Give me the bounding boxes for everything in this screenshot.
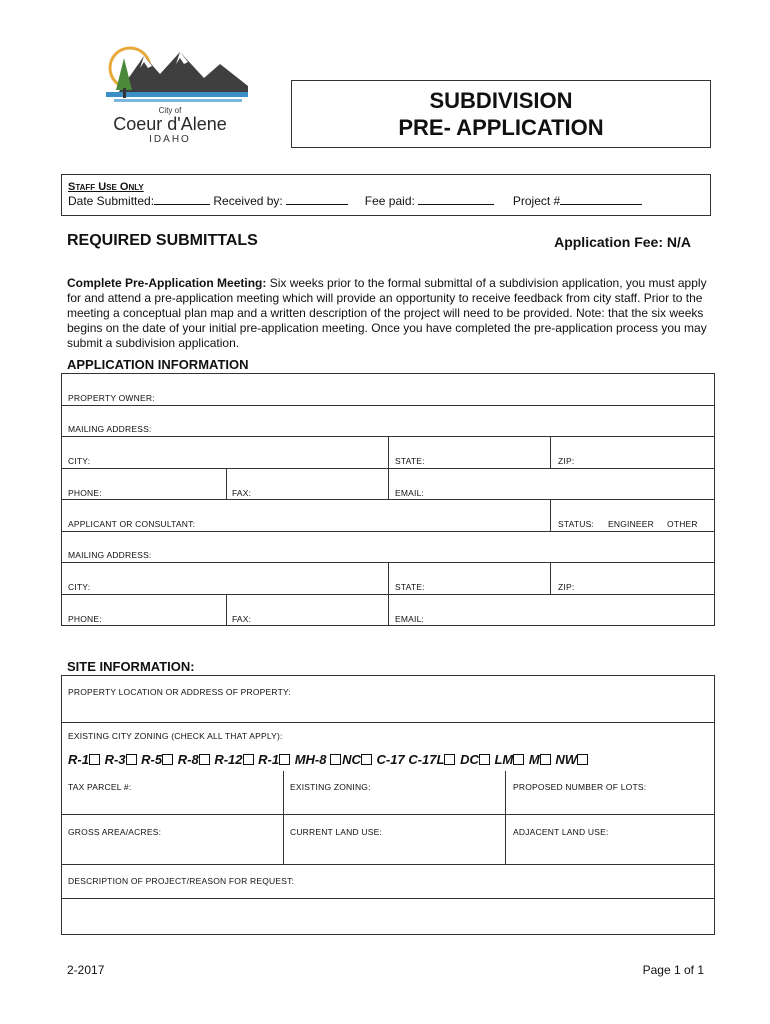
proposed-lots-label[interactable]: PROPOSED NUMBER OF LOTS: bbox=[513, 782, 647, 792]
zone-r5: R-5 bbox=[141, 752, 163, 767]
description-label: DESCRIPTION OF PROJECT/REASON FOR REQUEST: bbox=[68, 876, 295, 886]
status-label: STATUS: bbox=[558, 519, 595, 529]
date-submitted-field[interactable] bbox=[154, 195, 210, 205]
zone-nc: NC bbox=[342, 752, 361, 767]
staff-use-row bbox=[68, 194, 704, 208]
fee-paid-field[interactable] bbox=[418, 195, 494, 205]
intro-paragraph bbox=[67, 276, 707, 351]
description-label-row bbox=[62, 865, 714, 899]
mailing-address-2-row[interactable] bbox=[62, 532, 714, 563]
property-owner-label: PROPERTY OWNER: bbox=[68, 393, 155, 403]
zoning-label: EXISTING CITY ZONING (CHECK ALL THAT APPLY): bbox=[68, 731, 283, 741]
received-by-label: Received by: bbox=[213, 194, 283, 208]
zip-label[interactable]: ZIP: bbox=[558, 456, 575, 466]
zone-r12-checkbox[interactable] bbox=[243, 754, 254, 765]
applicant-row bbox=[62, 500, 714, 532]
application-fee: Application Fee: N/A bbox=[554, 234, 691, 250]
tax-parcel-label[interactable]: TAX PARCEL #: bbox=[68, 782, 132, 792]
phone-fax-email-row bbox=[62, 469, 714, 500]
zone-mh8-checkbox[interactable] bbox=[330, 754, 341, 765]
date-submitted-label: Date Submitted: bbox=[68, 194, 155, 208]
logo-city-text: City of bbox=[158, 106, 182, 115]
staff-use-heading: Staff Use Only bbox=[68, 181, 144, 193]
zone-r3: R-3 bbox=[104, 752, 126, 767]
city-label[interactable]: CITY: bbox=[68, 456, 91, 466]
logo-name-text: Coeur d'Alene bbox=[113, 114, 227, 134]
project-label: Project # bbox=[512, 194, 561, 208]
property-location-row[interactable] bbox=[62, 676, 714, 723]
received-by-field[interactable] bbox=[286, 195, 348, 205]
city-logo bbox=[96, 44, 256, 144]
intro-bold: Complete Pre-Application Meeting: bbox=[67, 276, 267, 290]
zone-r1-b: R-1 bbox=[258, 752, 280, 767]
phone-fax-email-2-row bbox=[62, 595, 714, 626]
site-info-table bbox=[61, 675, 715, 935]
gross-area-label[interactable]: GROSS AREA/ACRES: bbox=[68, 827, 162, 837]
staff-use-box bbox=[61, 174, 711, 216]
zone-lm-checkbox[interactable] bbox=[513, 754, 524, 765]
zone-m-checkbox[interactable] bbox=[540, 754, 551, 765]
application-info-title: APPLICATION INFORMATION bbox=[67, 357, 249, 372]
fee-paid-label: Fee paid: bbox=[364, 194, 415, 208]
mailing-address-label: MAILING ADDRESS: bbox=[68, 424, 152, 434]
title-line-2: PRE- APPLICATION bbox=[398, 115, 604, 140]
zone-dc: DC bbox=[460, 752, 479, 767]
mountain-logo-icon bbox=[96, 44, 256, 106]
zip-2-label[interactable]: ZIP: bbox=[558, 582, 575, 592]
fax-2-label[interactable]: FAX: bbox=[232, 614, 252, 624]
footer-page-number: Page 1 of 1 bbox=[642, 963, 704, 977]
city-state-zip-row bbox=[62, 437, 714, 469]
property-location-label: PROPERTY LOCATION OR ADDRESS OF PROPERTY: bbox=[68, 687, 291, 697]
project-field[interactable] bbox=[560, 195, 642, 205]
title-box bbox=[291, 80, 711, 148]
zone-r1-checkbox[interactable] bbox=[89, 754, 100, 765]
zoning-checkboxes bbox=[68, 752, 589, 767]
zone-nw-checkbox[interactable] bbox=[577, 754, 588, 765]
zone-r1-b-checkbox[interactable] bbox=[279, 754, 290, 765]
zone-c17: C-17 bbox=[376, 752, 405, 767]
zone-r8: R-8 bbox=[177, 752, 199, 767]
phone-label[interactable]: PHONE: bbox=[68, 488, 102, 498]
required-submittals-title: REQUIRED SUBMITTALS bbox=[67, 232, 258, 249]
title-line-1: SUBDIVISION bbox=[429, 88, 573, 113]
tax-parcel-row bbox=[62, 771, 714, 815]
footer-revision: 2-2017 bbox=[67, 963, 105, 977]
mailing-address-2-label: MAILING ADDRESS: bbox=[68, 550, 152, 560]
zone-lm: LM bbox=[494, 752, 514, 767]
zone-c17l-checkbox[interactable] bbox=[444, 754, 455, 765]
site-info-title: SITE INFORMATION: bbox=[67, 659, 195, 674]
zone-m: M bbox=[528, 752, 540, 767]
application-info-table bbox=[61, 373, 715, 626]
mailing-address-row[interactable] bbox=[62, 406, 714, 437]
intro-text: Six weeks prior to the formal submittal of a subdivision application, you must apply for and attend a pre-application meeting which will provide an opportunity to receive feedback from city staff. Prior to the meeting a conceptual plan map and a written description of the project will need to be provided. Note: that the six weeks begins on the date of your initial pre-application meeting. Once you have completed the pre-application process you may submit a subdivision application. bbox=[67, 276, 707, 350]
status-engineer-option[interactable]: ENGINEER bbox=[608, 519, 654, 529]
zone-nw: NW bbox=[555, 752, 578, 767]
zone-r8-checkbox[interactable] bbox=[199, 754, 210, 765]
state-2-label[interactable]: STATE: bbox=[395, 582, 425, 592]
zone-mh8: MH-8 bbox=[294, 752, 327, 767]
city-state-zip-2-row bbox=[62, 563, 714, 595]
gross-area-row bbox=[62, 815, 714, 865]
zoning-row bbox=[62, 723, 714, 775]
email-label[interactable]: EMAIL: bbox=[395, 488, 425, 498]
zone-r3-checkbox[interactable] bbox=[126, 754, 137, 765]
zone-c17l: C-17L bbox=[408, 752, 445, 767]
city-2-label[interactable]: CITY: bbox=[68, 582, 91, 592]
current-land-use-label[interactable]: CURRENT LAND USE: bbox=[290, 827, 383, 837]
adjacent-land-use-label[interactable]: ADJACENT LAND USE: bbox=[513, 827, 609, 837]
applicant-label[interactable]: APPLICANT OR CONSULTANT: bbox=[68, 519, 196, 529]
zone-r1: R-1 bbox=[68, 752, 89, 767]
description-field[interactable] bbox=[62, 899, 714, 935]
status-other-option[interactable]: OTHER bbox=[667, 519, 698, 529]
zone-dc-checkbox[interactable] bbox=[479, 754, 490, 765]
zone-r12: R-12 bbox=[214, 752, 243, 767]
state-label[interactable]: STATE: bbox=[395, 456, 425, 466]
property-owner-row[interactable] bbox=[62, 374, 714, 406]
phone-2-label[interactable]: PHONE: bbox=[68, 614, 102, 624]
email-2-label[interactable]: EMAIL: bbox=[395, 614, 425, 624]
existing-zoning-label[interactable]: EXISTING ZONING: bbox=[290, 782, 371, 792]
zone-r5-checkbox[interactable] bbox=[162, 754, 173, 765]
fax-label[interactable]: FAX: bbox=[232, 488, 252, 498]
logo-state-text: IDAHO bbox=[149, 134, 191, 145]
zone-nc-checkbox[interactable] bbox=[361, 754, 372, 765]
